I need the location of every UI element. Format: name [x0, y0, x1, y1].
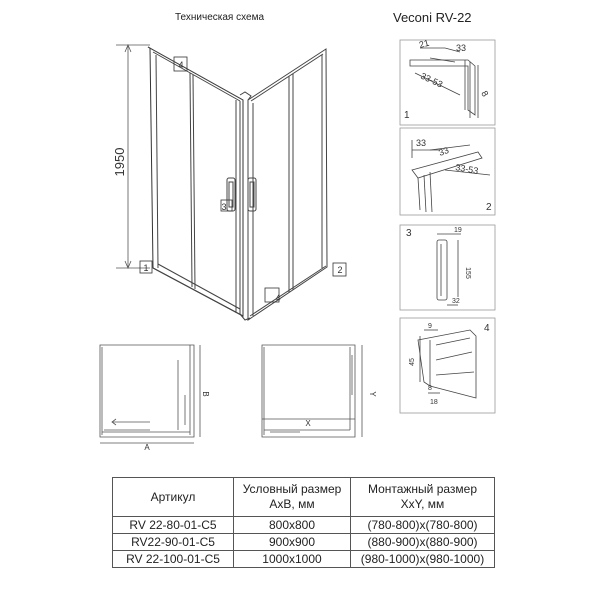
- row-3-mounting: (980-1000)x(980-1000): [351, 551, 495, 568]
- detail-3-number: 3: [406, 228, 412, 239]
- row-1-article: RV 22-80-01-C5: [113, 517, 234, 534]
- detail-1-dim-d: 8: [479, 89, 491, 99]
- detail-2-dim-a: 33: [416, 138, 427, 148]
- detail-3-dim-b: 155: [464, 267, 471, 279]
- detail-1-dim-b: 33: [456, 43, 467, 53]
- row-2-mounting: (880-900)x(880-900): [351, 534, 495, 551]
- detail-2-box: [400, 128, 495, 215]
- plan-left-label-a: A: [144, 443, 150, 452]
- row-3-article: RV 22-100-01-C5: [113, 551, 234, 568]
- detail-2-dim-b: 33: [437, 145, 451, 158]
- detail-1-dim-a: 21: [417, 37, 431, 50]
- detail-3-dim-a: 19: [454, 227, 462, 234]
- shower-cabin-drawing: [148, 47, 327, 320]
- detail-1-number: 1: [404, 110, 410, 121]
- detail-2-number: 2: [486, 202, 492, 213]
- detail-4-dim-c: 8: [428, 385, 432, 392]
- row-3-nominal: 1000x1000: [234, 551, 351, 568]
- detail-3-box: [400, 225, 495, 310]
- detail-2-dim-c: 33-53: [454, 162, 480, 176]
- plan-left-label-b: B: [201, 391, 210, 397]
- detail-4-dim-b: 45: [409, 358, 416, 366]
- table-row: [113, 551, 495, 568]
- table-row: [113, 534, 495, 551]
- detail-4-dim-a: 9: [428, 323, 432, 330]
- detail-1-dim-c: 33-53: [419, 70, 445, 90]
- detail-4-dim-d: 18: [430, 399, 438, 406]
- row-1-nominal: 800x800: [234, 517, 351, 534]
- header-article: Артикул: [113, 478, 234, 517]
- detail-3-dim-c: 32: [452, 298, 460, 305]
- document-title: Техническая схема: [175, 12, 265, 23]
- callout-2: 2: [337, 265, 343, 275]
- callout-1: 1: [143, 263, 149, 273]
- plan-view-right: [262, 345, 362, 437]
- plan-view-left: [100, 345, 200, 443]
- detail-4-number: 4: [484, 323, 490, 334]
- table-row: [113, 517, 495, 534]
- detail-1-box: [400, 38, 495, 125]
- row-2-nominal: 900x900: [234, 534, 351, 551]
- callout-4-bottom: 4: [275, 293, 281, 303]
- row-1-mounting: (780-800)x(780-800): [351, 517, 495, 534]
- header-mounting-size: Монтажный размер XxY, мм: [351, 478, 495, 517]
- height-label: 1950: [112, 147, 127, 177]
- model-title: Veconi RV-22: [393, 10, 472, 25]
- spec-table-header-row: [113, 478, 495, 517]
- callout-3: 3: [221, 202, 227, 212]
- row-2-article: RV22-90-01-C5: [113, 534, 234, 551]
- header-nominal-size: Условный размер AxB, мм: [234, 478, 351, 517]
- plan-right-label-y: Y: [368, 391, 377, 397]
- detail-4-box: [400, 318, 495, 413]
- plan-right-label-x: X: [305, 419, 311, 428]
- callout-4-top: 4: [178, 60, 184, 70]
- spec-table: [112, 477, 495, 568]
